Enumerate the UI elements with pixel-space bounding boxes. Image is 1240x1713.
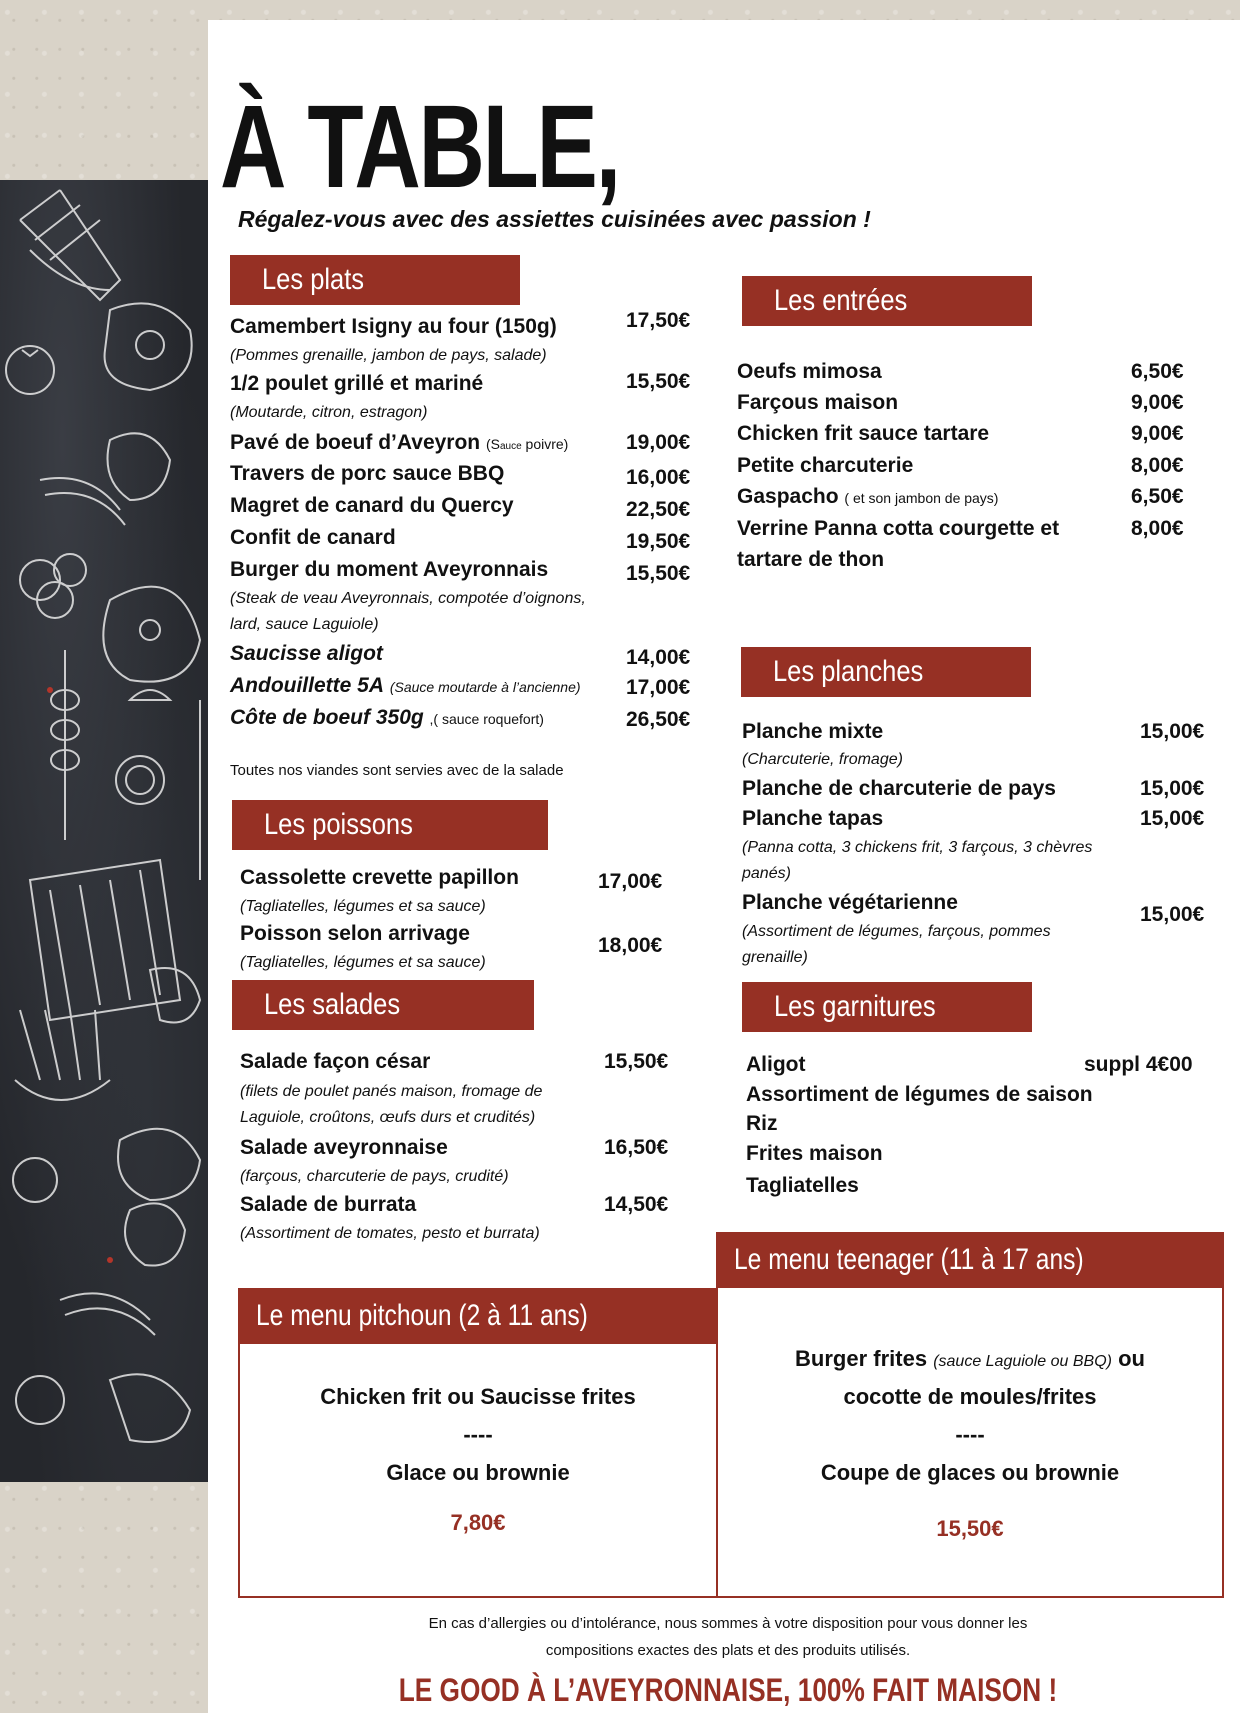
- item-price: 19,00€: [626, 431, 691, 454]
- item-sauce-note: ,( sauce roquefort): [429, 711, 544, 727]
- menu-pitchoun-separator: ----: [463, 1422, 493, 1447]
- item-name: Saucisse aligot: [230, 642, 383, 665]
- item-price: 15,50€: [626, 562, 691, 585]
- menu-pitchoun-main: Chicken frit ou Saucisse frites: [320, 1384, 636, 1409]
- allergy-notice-line2: compositions exactes des plats et des produits utilisés.: [545, 1642, 911, 1659]
- item-name: 1/2 poulet grillé et mariné: [230, 372, 484, 395]
- menu-sheet: À TABLE, Régalez-vous avec des assiettes cuisinées avec passion ! Les plats Camembert Isigny au four (150g) 17,50€ (Pommes grenaille, jambon de pays, salade) 1/2 poulet grillé et mariné 15,50€ (Moutarde, citron, estragon) Pavé de boeuf d’Aveyron (Sauce poivre) 19,00€ Travers de porc sauce BBQ 16,00€ Magret de canard du Quercy 22,50€ Confit de canard 19,50€ Burger du moment Aveyronnais 15,50€ (Steak de veau Aveyronnais, compotée d’oignons, lard, sauce Laguiole) Saucisse aligot 14,00€ Andouillette 5A (Sauce moutarde à l’ancienne) 17,00€ Côte de boeuf 350g ,( sauce roquefort) 26,50€ Toutes nos viandes sont servies avec de la salade Les poissons Cassolette crevette papillon 17,00€ (Tagliatelles, légumes et sa sauce) Poisson selon arrivage 18,00€ (Tagliatelles, légumes et sa sauce) Les salades Salade façon césar 15,50€ (filets de poulet panés maison, fromage de Laguiole, croûtons, œufs durs et crudités) Salade aveyronnaise 16,50€ (farçous, charcuterie de pays, crudité) Salade de burrata 14,50€ (Assortiment de tomates, pesto et burrata) Les entrées Oeufs mimosa 6,50€ Farçous maison 9,00€ Chicken frit sauce tartare 9,00€ Petite charcuterie 8,00€ Gaspacho ( et son jambon de pays) 6,50€ Verrine Panna cotta courgette et 8,00€ tartare de thon Les planches Planche mixte 15,00€ (Charcuterie, fromage) Planche de charcuterie de pays 15,00€ Planche tapas 15,00€ (Panna cotta, 3 chickens frit, 3 farçous, 3 chèvres panés) Planche végétarienne 15,00€ (Assortiment de légumes, farçous, pommes grenaille) Les garnitures Aligot suppl 4€00 Assortiment de légumes de saison Riz Frites maison Tagliatelles Le menu pitchoun (2 à 11 ans) Chicken frit ou Saucisse frites ---- Glace ou brownie 7,80€ Le menu teenager (11 à 17 ans) Burger frites (sauce Laguiole ou BBQ) ou cocotte de moules/frites ---- Coupe de glaces ou brownie 15,50€ En cas d’allergies ou d’intolérance, nous sommes à votre disposition pour vous donner les compositions exactes des plats et des produits utilisés. LE GOOD À L’AVEYRONNAISE, 100% FAIT MAISON !: [208, 20, 1240, 1713]
- menu-teenager-main: Burger frites (sauce Laguiole ou BBQ) ou: [795, 1346, 1145, 1371]
- item-name: Confit de canard: [230, 526, 396, 549]
- item-name: Salade aveyronnaise: [240, 1136, 448, 1159]
- item-sauce-note: (Sauce poivre): [485, 436, 569, 452]
- item-price: 17,50€: [626, 309, 691, 332]
- item-description: (farçous, charcuterie de pays, crudité): [240, 1168, 509, 1185]
- item-name: Salade de burrata: [240, 1193, 417, 1216]
- garniture-item: Frites maison: [746, 1142, 883, 1165]
- item-name: Planche tapas: [742, 807, 884, 830]
- item-description: (Tagliatelles, légumes et sa sauce): [240, 898, 486, 915]
- item-price: 6,50€: [1131, 360, 1184, 383]
- item-price: 15,50€: [626, 370, 691, 393]
- item-sauce-note: (Sauce moutarde à l’ancienne): [389, 679, 581, 695]
- item-name: Pavé de boeuf d’Aveyron: [230, 431, 481, 454]
- item-description: (Pommes grenaille, jambon de pays, salade): [230, 347, 547, 364]
- item-name: Verrine Panna cotta courgette et: [737, 517, 1060, 540]
- menu-teenager-alt: cocotte de moules/frites: [843, 1384, 1097, 1409]
- allergy-notice-line1: En cas d’allergies ou d’intolérance, nous sommes à votre disposition pour vous donner les: [428, 1615, 1028, 1632]
- item-name: Andouillette 5A: [230, 674, 385, 697]
- item-name: Gaspacho: [737, 485, 839, 508]
- item-description: (Assortiment de légumes, farçous, pommes: [742, 923, 1051, 940]
- item-description: Laguiole, croûtons, œufs durs et crudités): [240, 1109, 536, 1126]
- item-description: lard, sauce Laguiole): [230, 616, 379, 633]
- item-price: 15,00€: [1140, 807, 1205, 830]
- item-description: (filets de poulet panés maison, fromage de: [240, 1083, 543, 1100]
- menu-pitchoun-heading: Le menu pitchoun (2 à 11 ans): [238, 1288, 718, 1344]
- garniture-item: Assortiment de légumes de saison: [746, 1083, 1093, 1106]
- item-price: 9,00€: [1131, 391, 1184, 414]
- item-price: 26,50€: [626, 708, 691, 731]
- garniture-item: Aligot: [746, 1053, 806, 1076]
- item-price: 16,50€: [604, 1136, 669, 1159]
- item-price: 15,50€: [604, 1050, 669, 1073]
- page-subtitle: Régalez-vous avec des assiettes cuisinées avec passion !: [238, 206, 871, 232]
- menu-teenager-heading: Le menu teenager (11 à 17 ans): [716, 1232, 1224, 1288]
- item-name: Cassolette crevette papillon: [240, 866, 519, 889]
- item-name: Salade façon césar: [240, 1050, 431, 1073]
- item-description: (Moutarde, citron, estragon): [230, 404, 428, 421]
- chalk-food-drawings: [0, 180, 208, 1482]
- garniture-item: Tagliatelles: [746, 1174, 859, 1197]
- decorative-food-illustration-strip: [0, 180, 208, 1482]
- item-sauce-note: ( et son jambon de pays): [844, 490, 999, 506]
- menu-teenager-price: 15,50€: [936, 1516, 1004, 1541]
- item-price: 14,50€: [604, 1193, 669, 1216]
- item-name: Travers de porc sauce BBQ: [230, 462, 505, 485]
- item-price: 19,50€: [626, 530, 691, 553]
- item-price: 18,00€: [598, 934, 663, 957]
- item-description: (Steak de veau Aveyronnais, compotée d’oignons,: [230, 590, 586, 607]
- item-price: 16,00€: [626, 466, 691, 489]
- item-description: (Tagliatelles, légumes et sa sauce): [240, 954, 486, 971]
- item-price: 17,00€: [626, 676, 691, 699]
- item-name: Planche végétarienne: [742, 891, 958, 914]
- item-name: Poisson selon arrivage: [240, 922, 470, 945]
- menu-pitchoun-dessert: Glace ou brownie: [386, 1460, 570, 1485]
- item-price: 15,00€: [1140, 777, 1205, 800]
- item-description: (Assortiment de tomates, pesto et burrata): [240, 1225, 540, 1242]
- section-heading-poissons: Les poissons: [232, 800, 548, 850]
- item-name: Magret de canard du Quercy: [230, 494, 514, 517]
- item-description: (Charcuterie, fromage): [742, 751, 903, 768]
- item-price: 8,00€: [1131, 454, 1184, 477]
- item-description: grenaille): [742, 949, 808, 966]
- item-price: 15,00€: [1140, 903, 1205, 926]
- section-heading-planches: Les planches: [741, 647, 1031, 697]
- item-name: Farçous maison: [737, 391, 899, 414]
- item-name: Chicken frit sauce tartare: [737, 422, 990, 445]
- item-price: 17,00€: [598, 870, 663, 893]
- item-description: (Panna cotta, 3 chickens frit, 3 farçous, 3 chèvres: [742, 839, 1093, 856]
- item-name: Planche de charcuterie de pays: [742, 777, 1056, 800]
- item-price: 8,00€: [1131, 517, 1184, 540]
- section-heading-garnitures: Les garnitures: [742, 982, 1032, 1032]
- item-name: Côte de boeuf 350g: [230, 706, 424, 729]
- item-name: Burger du moment Aveyronnais: [230, 558, 549, 581]
- slogan: LE GOOD À L’AVEYRONNAISE, 100% FAIT MAISON !: [398, 1672, 1058, 1708]
- item-description: panés): [742, 865, 791, 882]
- item-price: 14,00€: [626, 646, 691, 669]
- menu-teenager-separator: ----: [955, 1422, 985, 1447]
- plats-footnote: Toutes nos viandes sont servies avec de la salade: [230, 762, 564, 779]
- section-heading-salades: Les salades: [232, 980, 534, 1030]
- item-price: 22,50€: [626, 498, 691, 521]
- item-price: 15,00€: [1140, 720, 1205, 743]
- garniture-item: Riz: [746, 1112, 778, 1135]
- item-name: Camembert Isigny au four (150g): [230, 315, 557, 338]
- item-name: Planche mixte: [742, 720, 884, 743]
- menu-pitchoun-price: 7,80€: [450, 1510, 506, 1535]
- item-name: Petite charcuterie: [737, 454, 914, 477]
- item-price: 9,00€: [1131, 422, 1184, 445]
- section-heading-plats: Les plats: [230, 255, 520, 305]
- item-name: Oeufs mimosa: [737, 360, 882, 383]
- item-price: 6,50€: [1131, 485, 1184, 508]
- garniture-supplement: suppl 4€00: [1084, 1053, 1193, 1076]
- page-title: À TABLE,: [220, 81, 619, 213]
- menu-teenager-dessert: Coupe de glaces ou brownie: [820, 1460, 1120, 1485]
- section-heading-entrees: Les entrées: [742, 276, 1032, 326]
